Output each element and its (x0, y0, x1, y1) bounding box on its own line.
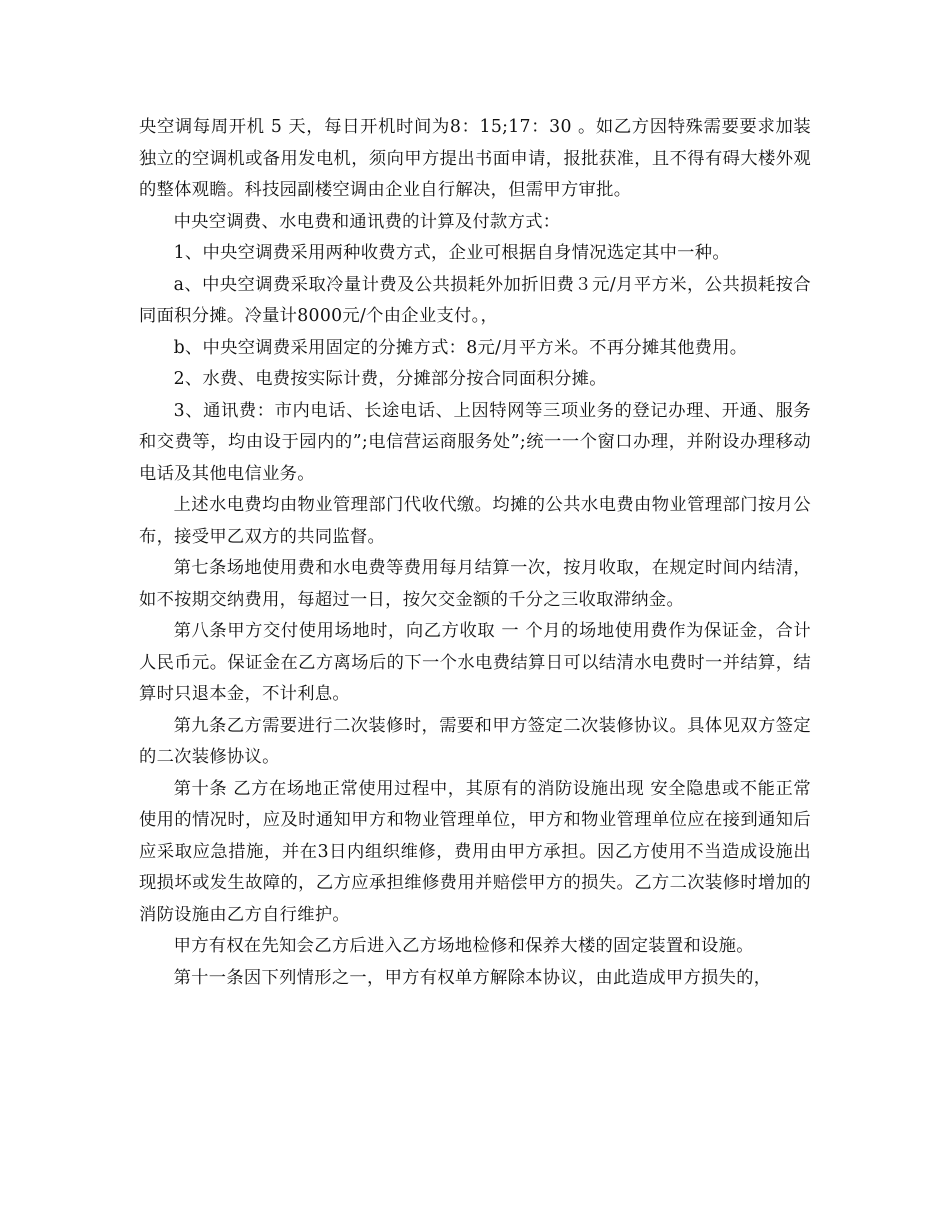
paragraph-article-11: 第十一条因下列情形之一，甲方有权单方解除本协议，由此造成甲方损失的， (173, 967, 772, 988)
paragraph-ac-fee-option-a: a、中央空调费采取冷量计费及公共损耗外加折旧费３元/月平方米，公共损耗按合同面积分摊。冷量计8000元/个由企业支付。， (139, 274, 811, 326)
paragraph-telecom-fee: 3、通讯费：市内电话、长途电话、上因特网等三项业务的登记办理、开通、服务和交费等，均由设于园内的”;电信营运商服务处”;统一一个窗口办理，并附设办理移动电话及其他电信业务。 (139, 400, 811, 484)
paragraph-article-8: 第八条甲方交付使用场地时，向乙方收取 一 个月的场地使用费作为保证金，合计人民币元。保证金在乙方离场后的下一个水电费结算日可以结清水电费时一并结算，结算时只退本金，不计利息。 (139, 621, 811, 704)
paragraph-article-9: 第九条乙方需要进行二次装修时，需要和甲方签定二次装修协议。具体见双方签定的二次装修协议。 (139, 715, 811, 767)
paragraph-fee-heading: 中央空调费、水电费和通讯费的计算及付款方式： (173, 211, 561, 232)
paragraph-ac-fee-methods: 1、中央空调费采用两种收费方式，企业可根据自身情况选定其中一种。 (173, 243, 730, 263)
document-page (139, 112, 811, 994)
paragraph-article-7: 第七条场地使用费和水电费等费用每月结算一次，按月收取，在规定时间内结清，如不按期交纳费用，每超过一日，按欠交金额的千分之三收取滞纳金。 (139, 558, 811, 610)
paragraph-water-electricity: 2、水费、电费按实际计费，分摊部分按合同面积分摊。 (173, 369, 607, 389)
paragraph-ac-fee-option-b: b、中央空调费采用固定的分摊方式：8元/月平方米。不再分摊其他费用。 (173, 337, 748, 358)
paragraph-inspection-right: 甲方有权在先知会乙方后进入乙方场地检修和保养大楼的固定装置和设施。 (173, 936, 754, 956)
paragraph-article-10: 第十条 乙方在场地正常使用过程中，其原有的消防设施出现 安全隐患或不能正常使用的情况时，应及时通知甲方和物业管理单位，甲方和物业管理单位应在接到通知后应采取应急措施，并在3日内组织维修，费用由甲方承担。因乙方使用不当造成设施出现损坏或发生故障的，乙方应承担维修费用并赔偿甲方的损失。乙方二次装修时增加的消防设施由乙方自行维护。 (139, 778, 811, 925)
paragraph-collection: 上述水电费均由物业管理部门代收代缴。均摊的公共水电费由物业管理部门按月公布，接受甲乙双方的共同监督。 (139, 495, 811, 547)
paragraph-ac-schedule: 央空调每周开机 5 天，每日开机时间为8：15;17：30 。如乙方因特殊需要要求加装独立的空调机或备用发电机，须向甲方提出书面申请，报批获准，且不得有碍大楼外观的整体观瞻。科技园副楼空调由企业自行解决，但需甲方审批。 (139, 117, 811, 200)
